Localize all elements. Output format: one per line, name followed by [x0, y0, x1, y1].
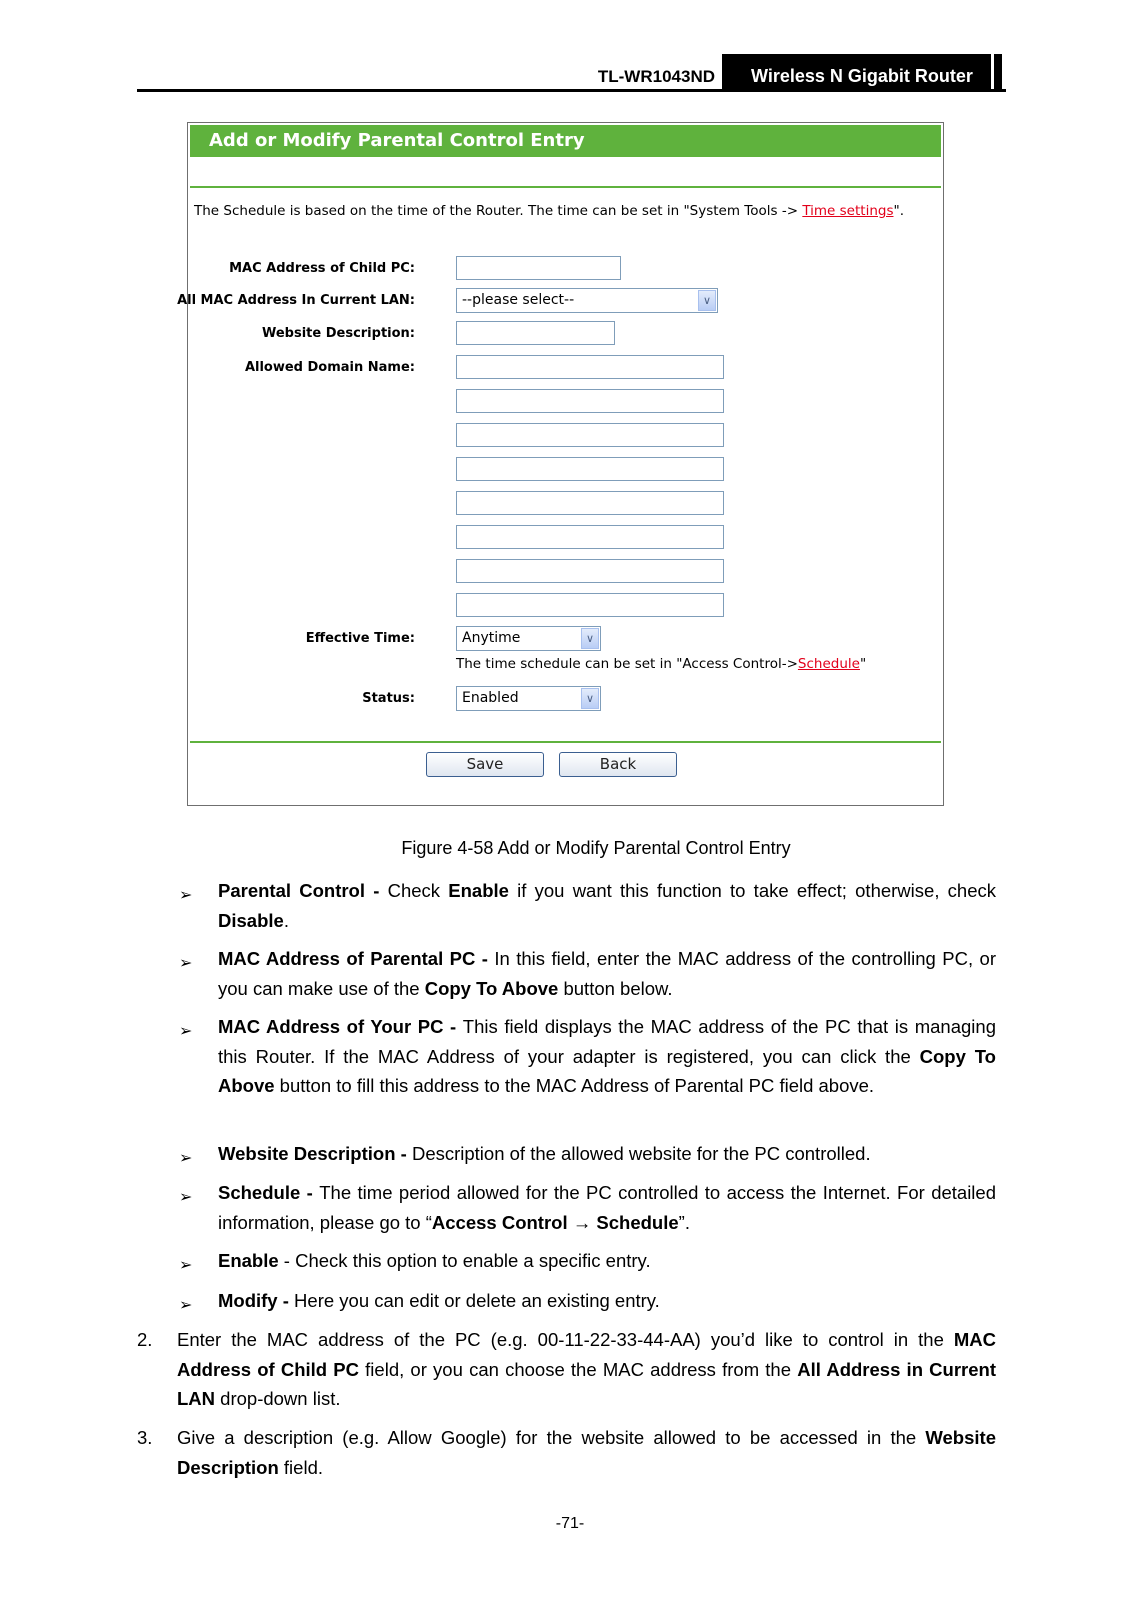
website-desc-input[interactable] [456, 321, 615, 345]
bullet-parental-control: Parental Control - Check Enable if you want this function to take effect; otherwise, check Disable. [218, 880, 997, 931]
mac-child-input[interactable] [456, 256, 621, 280]
domain-input-3[interactable] [456, 423, 724, 447]
schedule-link[interactable]: Schedule [797, 656, 860, 672]
back-button[interactable]: Back [559, 752, 677, 777]
bullet-icon: ➢ [179, 1189, 193, 1206]
bullet-enable: Enable - Check this option to enable a specific entry. [218, 1250, 651, 1271]
allowed-domain-label: Allowed Domain Name: [244, 360, 415, 375]
header-model: TL-WR1043ND [597, 67, 715, 86]
all-mac-select-value: --please select-- [462, 292, 575, 308]
step-number: 3. [137, 1427, 153, 1448]
schedule-note [194, 203, 904, 219]
parental-control-panel [177, 122, 944, 806]
effective-time-value: Anytime [462, 630, 521, 646]
bullet-mac-your-pc: MAC Address of Your PC - This field displays the MAC address of the PC that is managing this Router. If the MAC Address of your adapter is registered, you can click the Copy To Above button to fill this address to the MAC Address of Parental PC field above. [218, 1016, 996, 1096]
header-box-edge [991, 54, 994, 91]
bullet-icon: ➢ [179, 1257, 193, 1274]
header-product: Wireless N Gigabit Router [722, 54, 1002, 91]
website-desc-label: Website Description: [261, 326, 415, 341]
all-mac-select[interactable] [456, 288, 718, 313]
time-settings-link[interactable]: Time settings [802, 203, 894, 219]
bullet-schedule: Schedule - The time period allowed for the PC controlled to access the Internet. For detailed information, please go to “Access Control → Schedule”. [218, 1182, 996, 1233]
effective-time-select[interactable] [456, 626, 601, 651]
bullet-modify: Modify - Here you can edit or delete an existing entry. [218, 1290, 660, 1311]
chevron-down-icon[interactable]: ∨ [581, 628, 599, 649]
schedule-note-end: ". [893, 203, 904, 219]
status-value: Enabled [462, 690, 519, 706]
bullet-mac-parental: MAC Address of Parental PC - In this field, enter the MAC address of the controlling PC, or you can make use of the Copy To Above button below. [218, 948, 997, 999]
step-3-text: Give a description (e.g. Allow Google) for the website allowed to be accessed in the Website Description field. [177, 1427, 996, 1478]
domain-input-5[interactable] [456, 491, 724, 515]
bullet-icon: ➢ [179, 955, 193, 972]
panel-divider-top [190, 186, 941, 188]
step-number: 2. [137, 1329, 153, 1350]
page-number: -71- [555, 1515, 585, 1532]
bullet-icon: ➢ [179, 1023, 193, 1040]
all-mac-label: All MAC Address In Current LAN: [177, 293, 415, 308]
domain-input-6[interactable] [456, 525, 724, 549]
bullet-icon: ➢ [179, 1297, 193, 1314]
save-button[interactable]: Save [426, 752, 544, 777]
schedule-note-text: The Schedule is based on the time of the Router. The time can be set in "System Tools -> [194, 203, 803, 219]
chevron-down-icon[interactable]: ∨ [581, 688, 599, 709]
schedule-hint-end: " [859, 656, 867, 672]
domain-input-4[interactable] [456, 457, 724, 481]
chevron-down-icon[interactable]: ∨ [698, 290, 716, 311]
mac-child-label: MAC Address of Child PC: [229, 261, 415, 276]
bullet-website-desc: Website Description - Description of the allowed website for the PC controlled. [218, 1143, 871, 1164]
status-select[interactable] [456, 686, 601, 711]
header-rule [137, 89, 1006, 92]
bullet-icon: ➢ [179, 887, 193, 904]
bullet-icon: ➢ [179, 1150, 193, 1167]
domain-input-2[interactable] [456, 389, 724, 413]
domain-input-1[interactable] [456, 355, 724, 379]
schedule-hint [456, 656, 866, 672]
domain-input-8[interactable] [456, 593, 724, 617]
figure-caption: Figure 4-58 Add or Modify Parental Control Entry [401, 838, 791, 858]
domain-input-7[interactable] [456, 559, 724, 583]
panel-divider-bottom [190, 741, 941, 743]
effective-time-label: Effective Time: [305, 631, 415, 646]
step-2-text: Enter the MAC address of the PC (e.g. 00-11-22-33-44-AA) you’d like to control in the MAC Address of Child PC field, or you can choose the MAC address from the All Address in Current LAN drop-down list. [177, 1329, 996, 1409]
panel-title: Add or Modify Parental Control Entry [190, 125, 941, 157]
schedule-hint-text: The time schedule can be set in "Access Control-> [456, 656, 798, 672]
status-label: Status: [362, 691, 415, 706]
